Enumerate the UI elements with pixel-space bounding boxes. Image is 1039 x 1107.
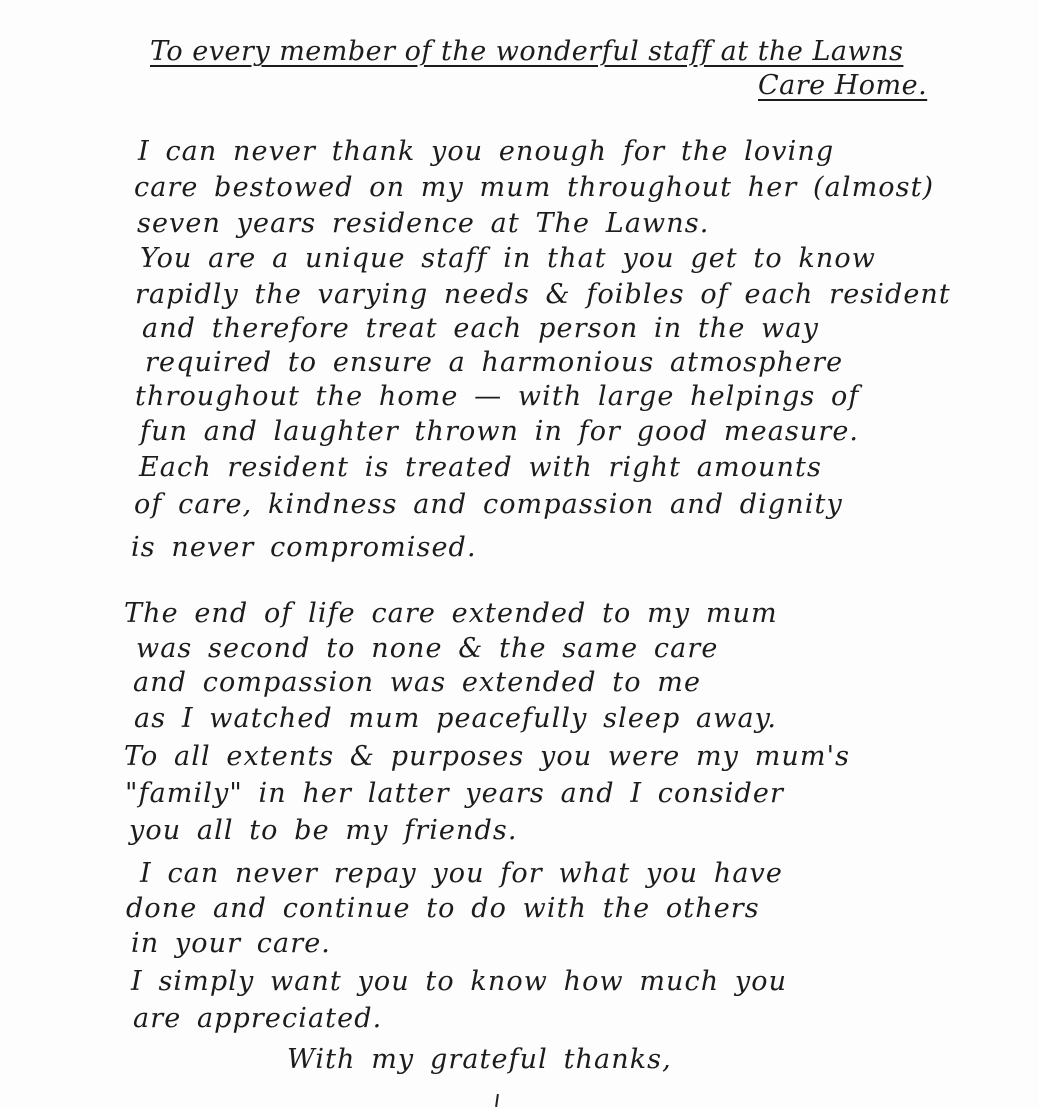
letter-line: and therefore treat each person in the way <box>142 313 819 344</box>
letter-line: I simply want you to know how much you <box>131 966 788 997</box>
letter-line: I can never thank you enough for the loving <box>138 136 835 167</box>
letter-heading-line-1: To every member of the wonderful staff at the Lawns <box>150 36 904 67</box>
letter-line: in your care. <box>131 928 331 959</box>
letter-line: you all to be my friends. <box>129 815 518 846</box>
letter-line: "family" in her latter years and I consider <box>125 778 785 809</box>
letter-line: as I watched mum peacefully sleep away. <box>134 703 778 734</box>
letter-line: Each resident is treated with right amounts <box>139 452 822 483</box>
letter-line: The end of life care extended to my mum <box>124 598 778 629</box>
letter-line: You are a unique staff in that you get to know <box>140 243 876 274</box>
letter-line: seven years residence at The Lawns. <box>137 208 710 239</box>
letter-line: I can never repay you for what you have <box>140 858 783 889</box>
letter-line: of care, kindness and compassion and dignity <box>134 489 843 520</box>
letter-line: To all extents & purposes you were my mum's <box>124 741 851 772</box>
letter-line: is never compromised. <box>131 532 477 563</box>
signature-pen-stroke <box>495 1094 499 1107</box>
letter-line: was second to none & the same care <box>136 633 719 664</box>
letter-signoff: With my grateful thanks, <box>287 1044 672 1075</box>
letter-line: done and continue to do with the others <box>126 893 760 924</box>
letter-line: required to ensure a harmonious atmosphere <box>145 347 844 378</box>
letter-heading-line-2: Care Home. <box>758 70 928 101</box>
letter-line: fun and laughter thrown in for good measure. <box>140 416 860 447</box>
letter-line: are appreciated. <box>133 1003 383 1034</box>
letter-line: care bestowed on my mum throughout her (almost) <box>134 172 935 203</box>
letter-line: rapidly the varying needs & foibles of each resident <box>135 279 951 310</box>
letter-line: and compassion was extended to me <box>133 667 702 698</box>
letter-line: throughout the home — with large helpings of <box>135 381 860 412</box>
